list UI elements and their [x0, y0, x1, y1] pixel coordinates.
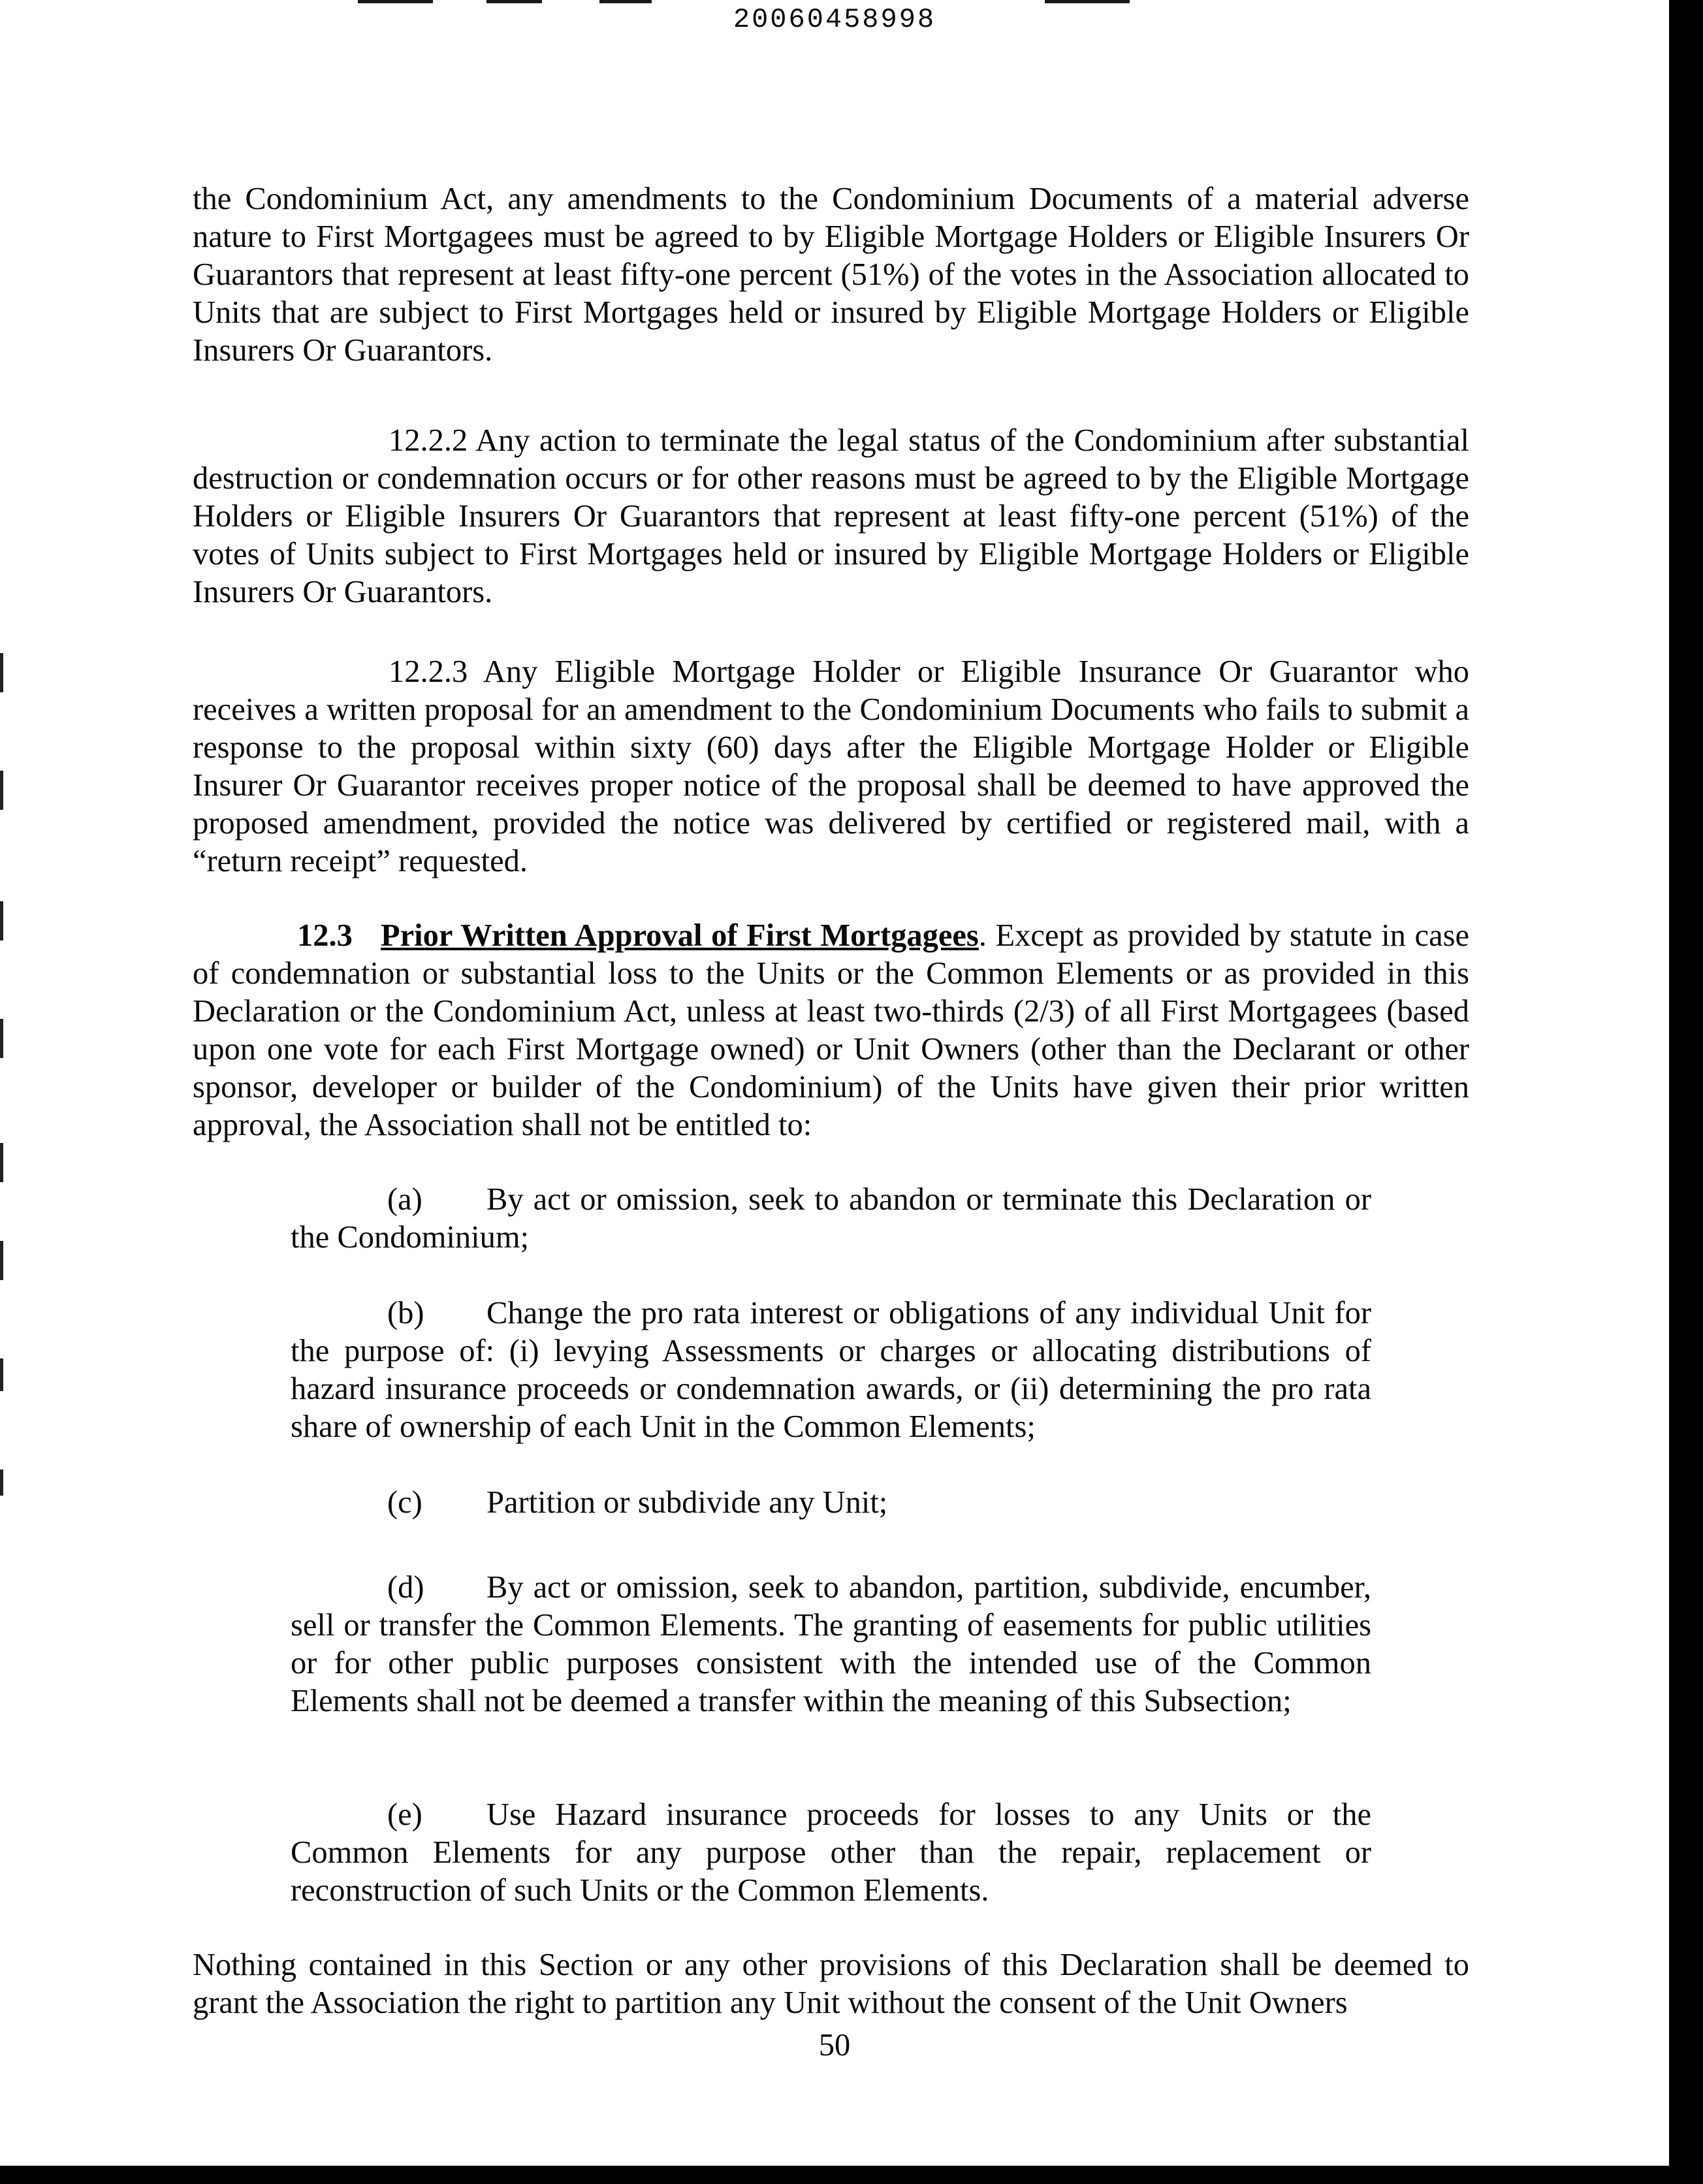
- scan-artifact: [0, 901, 3, 940]
- list-item-text: Change the pro rata interest or obligations of any individual Unit for the purpose of: (i) levying Assessments or charges or allocating distributions of hazard insurance proceeds or condemnation awards, or (ii) determining the pro rata share of ownership of each Unit in the Common Elements;: [291, 1296, 1371, 1444]
- paragraph-12-2-2: 12.2.2 Any action to terminate the legal status of the Condominium after substantial destruction or condemnation occurs or for other reasons must be agreed to by the Eligible Mortgage Holders or Eligible Insurers Or Guarantors that represent at least fifty-one percent (51%) of the votes of Units subject to First Mortgages held or insured by Eligible Mortgage Holders or Eligible Insurers Or Guarantors.: [193, 423, 1469, 609]
- paragraph-12-2-3: 12.2.3 Any Eligible Mortgage Holder or Eligible Insurance Or Guarantor who receives a written proposal for an amendment to the Condominium Documents who fails to submit a response to the proposal within sixty (60) days after the Eligible Mortgage Holder or Eligible Insurer Or Guarantor receives proper notice of the proposal shall be deemed to have approved the proposed amendment, provided the notice was delivered by certified or registered mail, with a “return receipt” requested.: [193, 654, 1469, 878]
- section-body: . Except as provided by statute in case of condemnation or substantial loss to the Units or the Common Elements or as provided in this Declaration or the Condominium Act, unless at least two-thirds (2/3) of all First Mortgagees (based upon one vote for each First Mortgage owned) or Unit Owners (other than the Declarant or other sponsor, developer or builder of the Condominium) of the Units have given their prior written approval, the Association shall not be entitled to:: [193, 918, 1469, 1142]
- list-item-label: (e): [387, 1797, 422, 1832]
- page-number: 50: [818, 2028, 851, 2063]
- document-number: 20060458998: [733, 4, 936, 35]
- scan-border-bottom: [0, 2166, 1703, 2184]
- list-item-a: [291, 1181, 1371, 1257]
- list-item-text: Use Hazard insurance proceeds for losses to any Units or the Common Elements for any purpose other than the repair, replacement or reconstruction of such Units or the Common Elements.: [291, 1797, 1371, 1908]
- list-item-label: (a): [387, 1182, 422, 1217]
- scan-artifact: [0, 1469, 3, 1496]
- section-number: 12.3: [297, 918, 353, 953]
- scan-artifact: [0, 1143, 3, 1182]
- list-item-label: (b): [387, 1296, 424, 1330]
- scan-artifact: [486, 0, 542, 3]
- scan-artifact: [358, 0, 433, 3]
- scan-artifact: [0, 1019, 3, 1058]
- list-item-b: [291, 1294, 1371, 1446]
- scan-border-right: [1669, 0, 1703, 2184]
- list-item-text: By act or omission, seek to abandon or terminate this Declaration or the Condominium;: [291, 1182, 1371, 1255]
- list-item-text: Partition or subdivide any Unit;: [486, 1485, 888, 1520]
- scan-artifact: [1045, 0, 1130, 3]
- list-item-label: (c): [387, 1485, 422, 1520]
- paragraph-closing: Nothing contained in this Section or any other provisions of this Declaration shall be deemed to grant the Association the right to partition any Unit without the consent of the Unit Owners: [193, 1948, 1469, 2020]
- section-12-3: [193, 917, 1469, 1144]
- section-title: Prior Written Approval of First Mortgagees: [381, 918, 979, 953]
- list-item-text: By act or omission, seek to abandon, partition, subdivide, encumber, sell or transfer the Common Elements. The granting of easements for public utilities or for other public purposes consistent with the intended use of the Common Elements shall not be deemed a transfer within the meaning of this Subsection;: [291, 1570, 1371, 1718]
- scan-artifact: [0, 771, 3, 810]
- paragraph-condominium-act: the Condominium Act, any amendments to the Condominium Documents of a material adverse nature to First Mortgagees must be agreed to by Eligible Mortgage Holders or Eligible Insurers Or Guarantors that represent at least fifty-one percent (51%) of the votes in the Association allocated to Units that are subject to First Mortgages held or insured by Eligible Mortgage Holders or Eligible Insurers Or Guarantors.: [193, 182, 1469, 368]
- list-item-c: [291, 1484, 1371, 1522]
- scan-artifact: [0, 653, 3, 692]
- scan-artifact: [599, 0, 652, 3]
- scan-artifact: [0, 1241, 3, 1280]
- list-item-d: [291, 1569, 1371, 1720]
- list-item-e: [291, 1796, 1371, 1910]
- list-item-label: (d): [387, 1570, 424, 1605]
- scan-artifact: [0, 1358, 3, 1391]
